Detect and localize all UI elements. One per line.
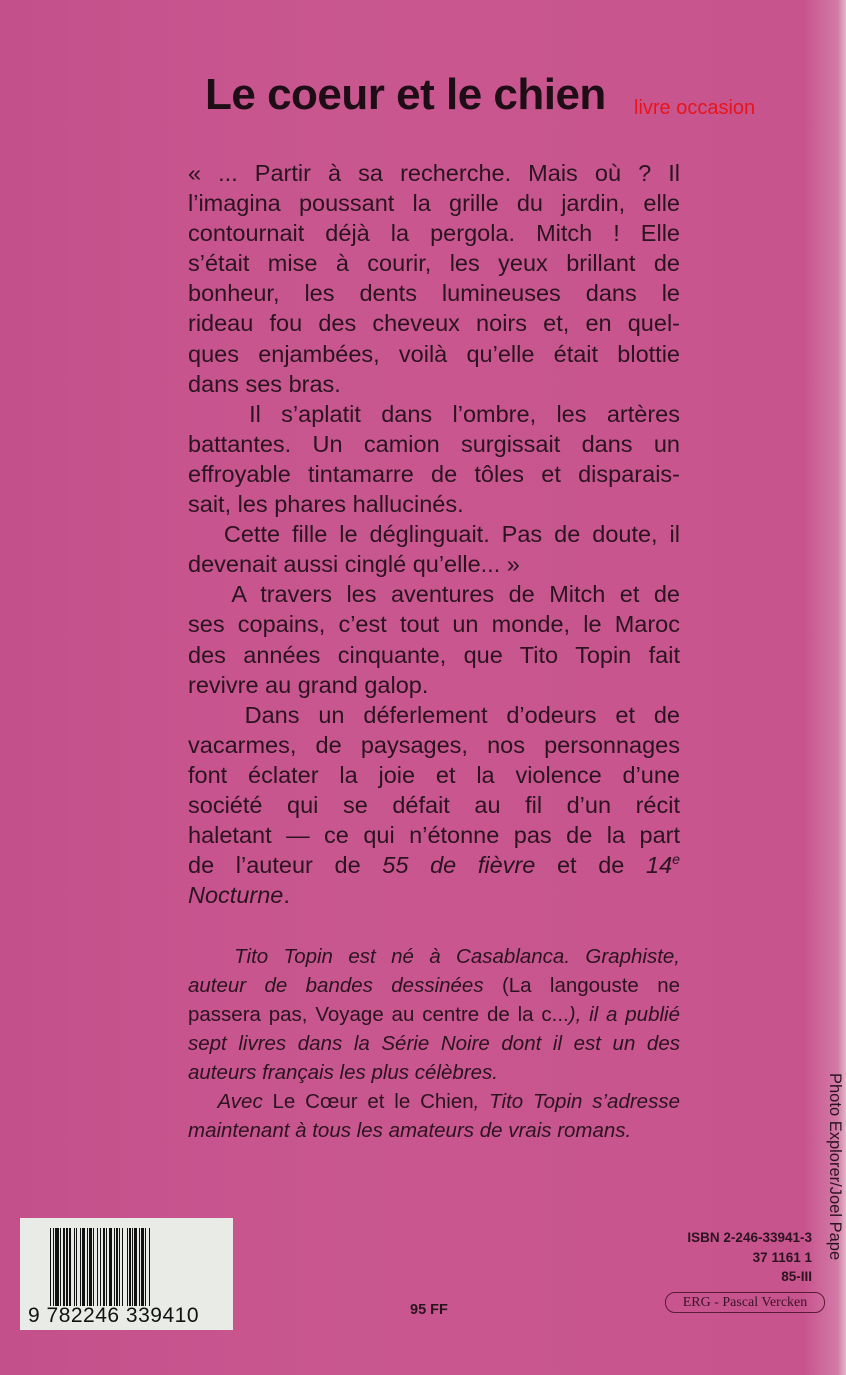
text-line [188,519,680,549]
text-line [188,1000,680,1029]
italic-text: auteur de bandes dessinées [188,974,502,997]
italic-text: 14 [646,852,673,879]
italic-text: auteurs français les plus célèbres. [188,1061,498,1084]
text: . [283,882,290,909]
text-line [188,1029,680,1058]
text: bonheur, les dents lumineuses dans le [188,280,680,307]
text-line [188,790,680,820]
text-line [188,278,680,308]
text: Il s’aplatit dans l’ombre, les artères [188,400,680,427]
text-line [188,1116,680,1145]
text: battantes. Un camion surgissait dans un [188,430,680,457]
text: A travers les aventures de Mitch et de [188,581,680,608]
text: sait, les phares hallucinés. [188,491,464,518]
text-line [188,1058,680,1087]
text: Cette fille le déglinguait. Pas de doute, il [188,521,680,548]
text-line [188,459,680,489]
barcode-bars [50,1228,225,1306]
italic-text: 55 de fièvre [382,852,536,879]
text-line [188,158,680,188]
text: revivre au grand galop. [188,671,429,698]
text-line [188,760,680,790]
barcode-digits: 9 782246 339410 [28,1304,199,1327]
text: (La langouste ne [501,974,680,997]
text-line [188,1087,680,1116]
text: et de [535,852,647,879]
photo-credit: Photo Explorer/Joel Pape [826,1073,844,1261]
italic-text: sept livres dans la Série Noire dont il est un des [188,1032,680,1055]
blurb-text [188,158,680,910]
text-line [188,700,680,730]
text: passera pas, Voyage au centre de la c... [188,1003,569,1026]
text-line [188,308,680,338]
barcode [20,1218,233,1330]
text-line [188,429,680,459]
italic-text: e [672,851,680,868]
text-line [188,369,680,399]
text: haletant — ce qui n’étonne pas de la part [188,822,680,849]
text-line [188,880,680,910]
italic-text: maintenant à tous les amateurs de vrais romans. [188,1119,632,1142]
italic-text: Avec [188,1090,273,1113]
text: de l’auteur de [188,852,383,879]
series-code: 85-III [781,1269,812,1284]
text-line [188,730,680,760]
text-line [188,820,680,850]
isbn-number: ISBN 2-246-33941-3 [687,1230,812,1245]
italic-text: , Tito Topin s’adresse [473,1090,680,1113]
text: société qui se défait au fil d’un récit [188,791,680,818]
italic-text: ), il a publié [568,1003,680,1026]
text: font éclater la joie et la violence d’une [188,761,680,788]
text: ses copains, c’est tout un monde, le Maroc [188,611,680,638]
italic-text: Tito Topin est né à Casablanca. Graphiste, [188,945,680,968]
text-line [188,640,680,670]
text-line [188,609,680,639]
text: Le Cœur et le Chien [272,1090,474,1113]
cover-designer-badge: ERG - Pascal Vercken [665,1292,825,1313]
text-line [188,942,680,971]
text: l’imagina poussant la grille du jardin, elle [188,190,680,217]
price: 95 FF [410,1302,448,1318]
text-line [188,188,680,218]
italic-text: Nocturne [188,882,284,909]
text-line [188,549,680,579]
author-bio [188,942,680,1145]
text: des années cinquante, que Tito Topin fait [188,641,680,668]
text-line [188,248,680,278]
text-line [188,489,680,519]
text-line [188,579,680,609]
text: Dans un déferlement d’odeurs et de [188,701,680,728]
text-line [188,339,680,369]
text-line [188,670,680,700]
text: ques enjambées, voilà qu’elle était blottie [188,340,680,367]
barcode-bar [149,1228,150,1306]
catalog-code: 37 1161 1 [752,1249,812,1265]
text: dans ses bras. [188,370,341,397]
text: s’était mise à courir, les yeux brillant de [188,250,680,277]
text-line [188,850,680,880]
text: devenait aussi cinglé qu’elle... » [188,551,520,578]
text-line [188,971,680,1000]
text: contournait déjà la pergola. Mitch ! Elle [188,220,680,247]
text-line [188,399,680,429]
text-line [188,218,680,248]
text: « ... Partir à sa recherche. Mais où ? Il [188,160,680,186]
book-title: Le coeur et le chien [205,70,606,119]
text: vacarmes, de paysages, nos personnages [188,731,680,758]
isbn-block [687,1228,812,1287]
used-book-stamp: livre occasion [634,97,756,119]
text: rideau fou des cheveux noirs et, en quel- [188,310,680,337]
text: effroyable tintamarre de tôles et disparais- [188,460,680,487]
